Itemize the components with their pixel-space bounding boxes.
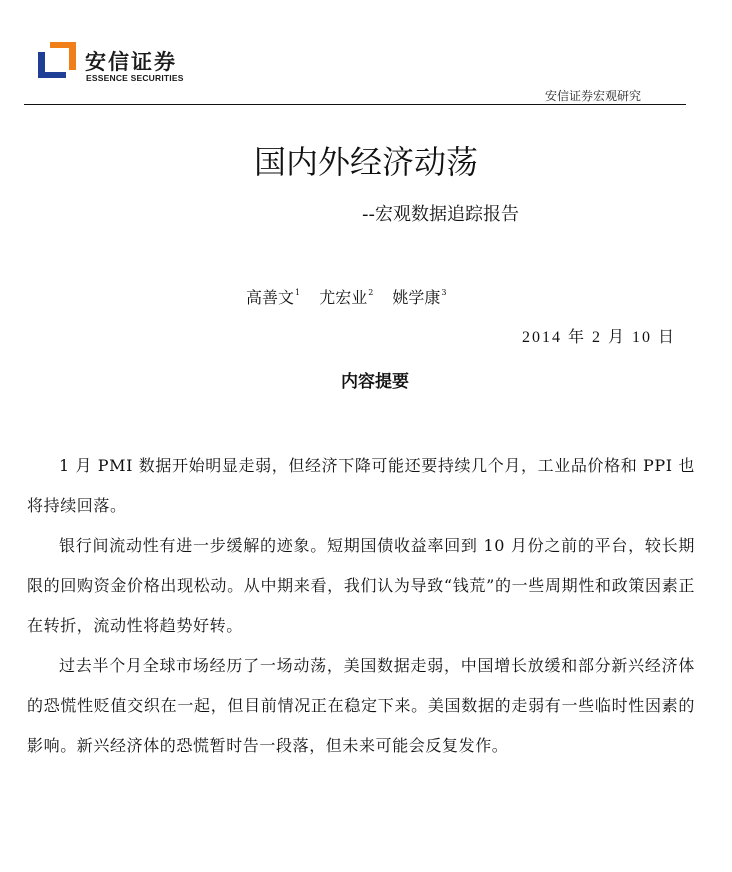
brand-name-cn: 安信证券: [85, 50, 177, 74]
author: [246, 288, 300, 307]
logo-icon: [38, 42, 78, 78]
brand-name-en: ESSENCE SECURITIES: [86, 73, 184, 83]
author-list: [246, 285, 461, 308]
header-divider: [24, 104, 686, 105]
summary-body: [27, 446, 695, 766]
author-footnote-mark: 2: [368, 288, 374, 297]
summary-paragraph: 1 月 PMI 数据开始明显走弱，但经济下降可能还要持续几个月，工业品价格和 PPI 也将持续回落。: [27, 456, 695, 515]
summary-heading: 内容提要: [341, 372, 409, 392]
department-label: 安信证券宏观研究: [545, 89, 642, 103]
report-subtitle: --宏观数据追踪报告: [362, 204, 519, 225]
summary-paragraph: 过去半个月全球市场经历了一场动荡，美国数据走弱，中国增长放缓和部分新兴经济体的恐慌性贬值交织在一起，但目前情况正在稳定下来。美国数据的走弱有一些临时性因素的影响。新兴经济体的恐慌暂时告一段落，但未来可能会反复发作。: [27, 656, 695, 755]
report-title: 国内外经济动荡: [253, 143, 478, 181]
author: [319, 288, 373, 307]
author: [392, 288, 446, 307]
logo-orange-bracket: [50, 42, 76, 70]
author-footnote-mark: 1: [295, 288, 301, 297]
author-name: 尤宏业: [319, 288, 368, 307]
summary-paragraph: 银行间流动性有进一步缓解的迹象。短期国债收益率回到 10 月份之前的平台，较长期限的回购资金价格出现松动。从中期来看，我们认为导致“钱荒”的一些周期性和政策因素正在转折，流动性将趋势好转。: [27, 536, 695, 635]
author-name: 姚学康: [392, 288, 441, 307]
report-date: 2014 年 2 月 10 日: [522, 329, 677, 346]
author-name: 高善文: [246, 288, 295, 307]
author-footnote-mark: 3: [441, 288, 447, 297]
